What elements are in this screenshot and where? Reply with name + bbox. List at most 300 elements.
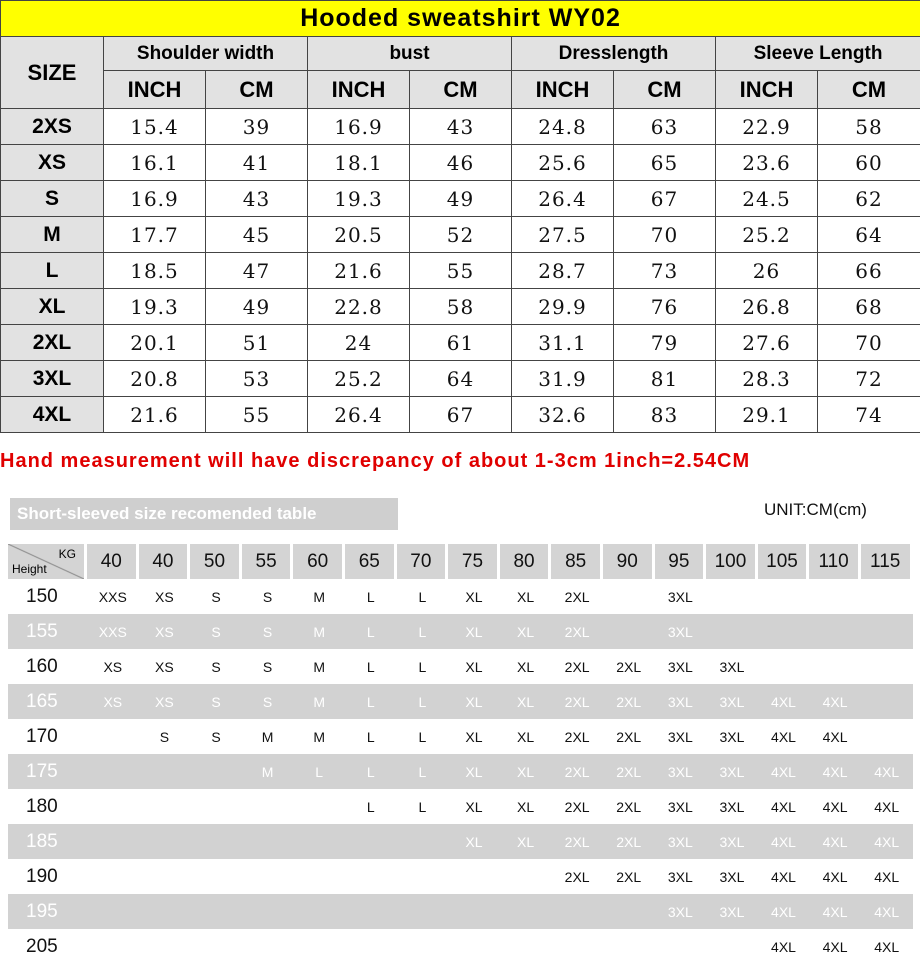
weight-header: 115 <box>861 544 913 579</box>
group-header-sleeve: Sleeve Length <box>716 37 920 71</box>
size-recommendation-cell <box>87 754 139 789</box>
size-recommendation-cell <box>242 894 294 929</box>
size-recommendation-cell: S <box>242 614 294 649</box>
size-recommendation-cell: 4XL <box>758 684 810 719</box>
size-recommendation-cell: 4XL <box>758 719 810 754</box>
size-recommendation-cell <box>603 894 655 929</box>
size-recommendation-cell <box>551 929 603 964</box>
size-recommendation-cell: 3XL <box>706 719 758 754</box>
measurement-cell: 25.6 <box>512 145 614 181</box>
measurement-cell: 20.5 <box>308 217 410 253</box>
size-recommendation-cell: 4XL <box>809 859 861 894</box>
size-recommendation-cell: 2XL <box>603 859 655 894</box>
table-row <box>1 361 920 397</box>
size-recommendation-cell: XL <box>448 824 500 859</box>
weight-header: 105 <box>758 544 810 579</box>
measurement-cell: 24.5 <box>716 181 818 217</box>
size-recommendation-cell: L <box>345 614 397 649</box>
size-recommendation-cell: XL <box>500 789 552 824</box>
size-recommendation-cell: XL <box>448 649 500 684</box>
weight-header: 100 <box>706 544 758 579</box>
size-recommendation-cell: 2XL <box>603 649 655 684</box>
size-recommendation-cell <box>758 614 810 649</box>
group-header-dresslength: Dresslength <box>512 37 716 71</box>
table-row <box>8 894 913 929</box>
size-recommendation-cell: L <box>345 789 397 824</box>
size-label: XL <box>1 289 104 325</box>
table-row <box>8 789 913 824</box>
height-cell: 180 <box>8 789 87 824</box>
measurement-cell: 24.8 <box>512 109 614 145</box>
measurement-cell: 67 <box>614 181 716 217</box>
height-cell: 150 <box>8 579 87 614</box>
unit-header: CM <box>206 71 308 109</box>
size-recommendation-cell <box>655 929 707 964</box>
size-recommendation-cell <box>87 789 139 824</box>
measurement-cell: 26.4 <box>308 397 410 433</box>
size-recommendation-cell: XL <box>500 719 552 754</box>
height-cell: 205 <box>8 929 87 964</box>
group-header-bust: bust <box>308 37 512 71</box>
size-recommendation-cell: 3XL <box>655 894 707 929</box>
size-chart-table <box>0 0 920 433</box>
measurement-cell: 29.1 <box>716 397 818 433</box>
size-recommendation-cell: XL <box>500 824 552 859</box>
measurement-cell: 61 <box>410 325 512 361</box>
measurement-cell: 15.4 <box>104 109 206 145</box>
weight-header: 60 <box>293 544 345 579</box>
size-recommendation-cell: 2XL <box>603 684 655 719</box>
weight-header: 110 <box>809 544 861 579</box>
size-recommendation-cell: 3XL <box>655 579 707 614</box>
size-recommendation-cell: 3XL <box>655 719 707 754</box>
measurement-cell: 21.6 <box>308 253 410 289</box>
size-recommendation-cell: 2XL <box>551 859 603 894</box>
table-row <box>8 754 913 789</box>
size-recommendation-cell: 4XL <box>758 824 810 859</box>
measurement-cell: 70 <box>614 217 716 253</box>
measurement-cell: 19.3 <box>104 289 206 325</box>
height-cell: 170 <box>8 719 87 754</box>
measurement-cell: 74 <box>818 397 920 433</box>
measurement-cell: 53 <box>206 361 308 397</box>
size-recommendation-cell: XL <box>448 719 500 754</box>
size-recommendation-cell: M <box>293 684 345 719</box>
size-recommendation-cell: XS <box>139 649 191 684</box>
recommend-table <box>8 544 913 964</box>
size-recommendation-cell <box>139 824 191 859</box>
size-recommendation-cell: XL <box>500 579 552 614</box>
size-recommendation-cell: 4XL <box>809 929 861 964</box>
size-recommendation-cell: M <box>293 719 345 754</box>
measurement-cell: 43 <box>206 181 308 217</box>
size-recommendation-cell: 2XL <box>551 754 603 789</box>
size-recommendation-cell <box>87 894 139 929</box>
size-label: XS <box>1 145 104 181</box>
size-recommendation-cell <box>500 859 552 894</box>
size-recommendation-cell: XXS <box>87 579 139 614</box>
size-recommendation-cell: 3XL <box>706 754 758 789</box>
size-recommendation-cell: S <box>242 579 294 614</box>
size-recommendation-cell <box>242 859 294 894</box>
measurement-cell: 58 <box>818 109 920 145</box>
size-recommendation-cell: S <box>190 684 242 719</box>
size-label: 3XL <box>1 361 104 397</box>
measurement-cell: 27.5 <box>512 217 614 253</box>
size-recommendation-cell: 4XL <box>809 684 861 719</box>
size-recommendation-cell <box>809 614 861 649</box>
height-cell: 195 <box>8 894 87 929</box>
size-recommendation-cell <box>190 754 242 789</box>
size-recommendation-cell: XL <box>448 614 500 649</box>
measurement-cell: 76 <box>614 289 716 325</box>
measurement-cell: 16.1 <box>104 145 206 181</box>
size-recommendation-cell: M <box>293 614 345 649</box>
unit-header-row <box>1 71 920 109</box>
measurement-cell: 25.2 <box>308 361 410 397</box>
size-recommendation-cell <box>87 929 139 964</box>
kg-label: KG <box>58 547 76 561</box>
size-recommendation-cell: 4XL <box>861 894 913 929</box>
size-recommendation-cell: 3XL <box>655 754 707 789</box>
size-recommendation-cell <box>603 929 655 964</box>
size-recommendation-cell: S <box>242 649 294 684</box>
size-label: L <box>1 253 104 289</box>
measurement-cell: 22.9 <box>716 109 818 145</box>
size-recommendation-cell: XL <box>500 649 552 684</box>
unit-header: CM <box>614 71 716 109</box>
size-recommendation-cell <box>345 824 397 859</box>
unit-header: CM <box>818 71 920 109</box>
weight-header: 50 <box>190 544 242 579</box>
size-recommendation-cell: 2XL <box>551 824 603 859</box>
size-recommendation-cell: S <box>190 719 242 754</box>
measurement-cell: 64 <box>818 217 920 253</box>
size-recommendation-cell <box>345 929 397 964</box>
size-recommendation-cell: L <box>345 684 397 719</box>
table-row <box>1 253 920 289</box>
size-recommendation-cell: XS <box>87 684 139 719</box>
size-recommendation-cell <box>706 614 758 649</box>
size-recommendation-cell <box>603 614 655 649</box>
measurement-cell: 26.8 <box>716 289 818 325</box>
size-recommendation-cell: L <box>397 614 449 649</box>
weight-header-row <box>8 544 913 579</box>
size-label: 2XL <box>1 325 104 361</box>
size-recommendation-cell: 3XL <box>706 824 758 859</box>
size-recommendation-cell <box>190 894 242 929</box>
table-row <box>8 929 913 964</box>
size-recommendation-cell: XS <box>139 684 191 719</box>
measurement-cell: 21.6 <box>104 397 206 433</box>
measurement-cell: 16.9 <box>308 109 410 145</box>
size-recommendation-cell: L <box>397 684 449 719</box>
size-recommendation-cell <box>551 894 603 929</box>
size-recommendation-cell: S <box>139 719 191 754</box>
table-row <box>8 649 913 684</box>
size-recommendation-cell: 3XL <box>655 859 707 894</box>
size-recommendation-cell: M <box>242 719 294 754</box>
size-recommendation-cell <box>397 894 449 929</box>
size-recommendation-cell: L <box>345 649 397 684</box>
size-recommendation-cell: 2XL <box>603 719 655 754</box>
size-recommendation-cell: S <box>190 649 242 684</box>
size-recommendation-cell <box>190 929 242 964</box>
size-recommendation-cell <box>345 894 397 929</box>
size-recommendation-cell: L <box>345 579 397 614</box>
measurement-cell: 58 <box>410 289 512 325</box>
size-recommendation-cell: XL <box>448 684 500 719</box>
size-label: 2XS <box>1 109 104 145</box>
weight-header: 95 <box>655 544 707 579</box>
size-recommendation-cell <box>448 859 500 894</box>
measurement-cell: 72 <box>818 361 920 397</box>
recommend-table-body <box>8 579 913 964</box>
measurement-cell: 22.8 <box>308 289 410 325</box>
size-recommendation-cell: 2XL <box>603 824 655 859</box>
size-recommendation-cell: 3XL <box>655 789 707 824</box>
size-recommendation-cell: L <box>397 789 449 824</box>
recommend-table-banner: Short-sleeved size recomended table <box>10 498 398 530</box>
size-recommendation-cell: 3XL <box>655 824 707 859</box>
measurement-cell: 81 <box>614 361 716 397</box>
measurement-cell: 28.7 <box>512 253 614 289</box>
size-recommendation-cell: 2XL <box>551 684 603 719</box>
table-row <box>8 859 913 894</box>
size-recommendation-cell <box>448 894 500 929</box>
size-recommendation-cell: 4XL <box>758 929 810 964</box>
size-recommendation-cell: S <box>242 684 294 719</box>
weight-header: 85 <box>551 544 603 579</box>
weight-header: 55 <box>242 544 294 579</box>
size-recommendation-cell: 4XL <box>758 789 810 824</box>
table-row <box>1 289 920 325</box>
size-recommendation-cell: 4XL <box>809 789 861 824</box>
measurement-note: Hand measurement will have discrepancy of about 1-3cm 1inch=2.54CM <box>0 450 751 472</box>
size-recommendation-cell <box>861 719 913 754</box>
size-recommendation-cell: M <box>242 754 294 789</box>
unit-header: INCH <box>104 71 206 109</box>
table-row <box>1 181 920 217</box>
measurement-cell: 26.4 <box>512 181 614 217</box>
size-recommendation-cell <box>861 684 913 719</box>
measurement-cell: 67 <box>410 397 512 433</box>
size-recommendation-cell <box>809 579 861 614</box>
table-row <box>1 109 920 145</box>
measurement-cell: 24 <box>308 325 410 361</box>
size-recommendation-cell: 3XL <box>706 859 758 894</box>
size-recommendation-cell <box>190 859 242 894</box>
group-header-shoulder: Shoulder width <box>104 37 308 71</box>
size-recommendation-cell: 2XL <box>603 754 655 789</box>
measurement-cell: 43 <box>410 109 512 145</box>
size-recommendation-cell: L <box>397 719 449 754</box>
size-recommendation-cell <box>293 859 345 894</box>
measurement-cell: 65 <box>614 145 716 181</box>
size-recommendation-cell: 4XL <box>861 824 913 859</box>
size-recommendation-cell: 3XL <box>706 684 758 719</box>
size-recommendation-cell: XXS <box>87 614 139 649</box>
size-recommendation-cell: 4XL <box>809 719 861 754</box>
measurement-cell: 60 <box>818 145 920 181</box>
height-cell: 165 <box>8 684 87 719</box>
size-recommendation-cell: 3XL <box>655 614 707 649</box>
measurement-cell: 29.9 <box>512 289 614 325</box>
measurement-cell: 46 <box>410 145 512 181</box>
unit-header: CM <box>410 71 512 109</box>
size-recommendation-cell <box>861 649 913 684</box>
measurement-cell: 64 <box>410 361 512 397</box>
measurement-cell: 39 <box>206 109 308 145</box>
table-row <box>8 614 913 649</box>
measurement-cell: 31.9 <box>512 361 614 397</box>
size-recommendation-cell: XL <box>500 684 552 719</box>
measurement-cell: 41 <box>206 145 308 181</box>
size-recommendation-cell: M <box>293 649 345 684</box>
table-row <box>8 824 913 859</box>
size-recommendation-cell: XS <box>139 614 191 649</box>
measurement-cell: 17.7 <box>104 217 206 253</box>
size-column-header: SIZE <box>1 37 104 109</box>
size-recommendation-cell <box>139 789 191 824</box>
measurement-cell: 31.1 <box>512 325 614 361</box>
size-recommendation-cell <box>603 579 655 614</box>
size-recommendation-cell <box>861 579 913 614</box>
size-recommendation-cell: L <box>293 754 345 789</box>
size-recommendation-cell <box>293 789 345 824</box>
measurement-cell: 32.6 <box>512 397 614 433</box>
measurement-cell: 79 <box>614 325 716 361</box>
height-cell: 160 <box>8 649 87 684</box>
size-recommendation-cell: 2XL <box>551 649 603 684</box>
size-recommendation-cell: XS <box>139 579 191 614</box>
size-recommendation-cell <box>139 754 191 789</box>
measurement-cell: 18.1 <box>308 145 410 181</box>
table-row <box>1 217 920 253</box>
size-recommendation-cell <box>293 824 345 859</box>
weight-header: 80 <box>500 544 552 579</box>
size-recommendation-cell <box>861 614 913 649</box>
size-recommendation-cell: S <box>190 614 242 649</box>
height-cell: 185 <box>8 824 87 859</box>
size-recommendation-cell: L <box>397 754 449 789</box>
size-recommendation-cell: 3XL <box>655 684 707 719</box>
size-recommendation-cell: 4XL <box>861 754 913 789</box>
measurement-cell: 25.2 <box>716 217 818 253</box>
size-recommendation-cell: XL <box>448 579 500 614</box>
measurement-cell: 18.5 <box>104 253 206 289</box>
size-recommendation-cell: 3XL <box>706 789 758 824</box>
unit-header: INCH <box>308 71 410 109</box>
height-cell: 155 <box>8 614 87 649</box>
size-recommendation-cell: XL <box>448 789 500 824</box>
size-recommendation-cell: 4XL <box>861 859 913 894</box>
measurement-cell: 27.6 <box>716 325 818 361</box>
table-row <box>8 684 913 719</box>
size-recommendation-cell: 4XL <box>758 859 810 894</box>
measurement-cell: 51 <box>206 325 308 361</box>
measurement-cell: 49 <box>410 181 512 217</box>
measurement-cell: 28.3 <box>716 361 818 397</box>
size-recommendation-cell: 4XL <box>809 824 861 859</box>
table-row <box>8 579 913 614</box>
size-recommendation-cell: 4XL <box>809 754 861 789</box>
measurement-cell: 55 <box>410 253 512 289</box>
size-recommendation-cell: 4XL <box>758 754 810 789</box>
size-recommendation-cell: 2XL <box>551 614 603 649</box>
size-recommendation-cell: L <box>345 754 397 789</box>
size-recommendation-cell <box>758 649 810 684</box>
size-recommendation-cell <box>500 894 552 929</box>
size-recommendation-cell <box>397 824 449 859</box>
size-recommendation-cell <box>242 824 294 859</box>
size-recommendation-cell <box>706 579 758 614</box>
corner-header <box>8 544 87 579</box>
measurement-cell: 73 <box>614 253 716 289</box>
table-row <box>1 397 920 433</box>
measurement-cell: 45 <box>206 217 308 253</box>
size-recommendation-cell: 2XL <box>551 579 603 614</box>
size-recommendation-cell: XS <box>87 649 139 684</box>
size-recommendation-cell <box>190 789 242 824</box>
weight-header: 90 <box>603 544 655 579</box>
unit-header: INCH <box>716 71 818 109</box>
size-label: M <box>1 217 104 253</box>
weight-header: 40 <box>87 544 139 579</box>
size-recommendation-cell: 3XL <box>706 894 758 929</box>
size-recommendation-cell <box>87 859 139 894</box>
size-recommendation-cell <box>706 929 758 964</box>
size-recommendation-cell <box>500 929 552 964</box>
size-recommendation-cell: 4XL <box>809 894 861 929</box>
unit-label: UNIT:CM(cm) <box>764 500 867 519</box>
chart-title: Hooded sweatshirt WY02 <box>1 1 920 37</box>
size-recommendation-cell <box>293 929 345 964</box>
measurement-cell: 23.6 <box>716 145 818 181</box>
weight-header: 40 <box>139 544 191 579</box>
measurement-cell: 49 <box>206 289 308 325</box>
weight-header: 70 <box>397 544 449 579</box>
measurement-cell: 20.1 <box>104 325 206 361</box>
measurement-cell: 47 <box>206 253 308 289</box>
size-chart-body <box>1 109 920 433</box>
measurement-cell: 55 <box>206 397 308 433</box>
size-recommendation-cell: L <box>345 719 397 754</box>
size-recommendation-cell <box>293 894 345 929</box>
weight-header: 75 <box>448 544 500 579</box>
size-recommendation-cell: 4XL <box>758 894 810 929</box>
size-recommendation-cell <box>758 579 810 614</box>
height-cell: 190 <box>8 859 87 894</box>
size-recommendation-cell <box>87 824 139 859</box>
table-row <box>1 325 920 361</box>
height-label: Height <box>12 562 47 576</box>
measurement-cell: 20.8 <box>104 361 206 397</box>
unit-header: INCH <box>512 71 614 109</box>
size-recommendation-cell: 4XL <box>861 789 913 824</box>
size-recommendation-cell <box>190 824 242 859</box>
size-recommendation-cell: L <box>397 579 449 614</box>
size-recommendation-cell: 3XL <box>706 649 758 684</box>
size-recommendation-cell <box>139 859 191 894</box>
size-label: 4XL <box>1 397 104 433</box>
measurement-cell: 68 <box>818 289 920 325</box>
size-recommendation-cell <box>809 649 861 684</box>
measurement-cell: 63 <box>614 109 716 145</box>
size-label: S <box>1 181 104 217</box>
size-recommendation-cell: 3XL <box>655 649 707 684</box>
size-recommendation-cell: 4XL <box>861 929 913 964</box>
